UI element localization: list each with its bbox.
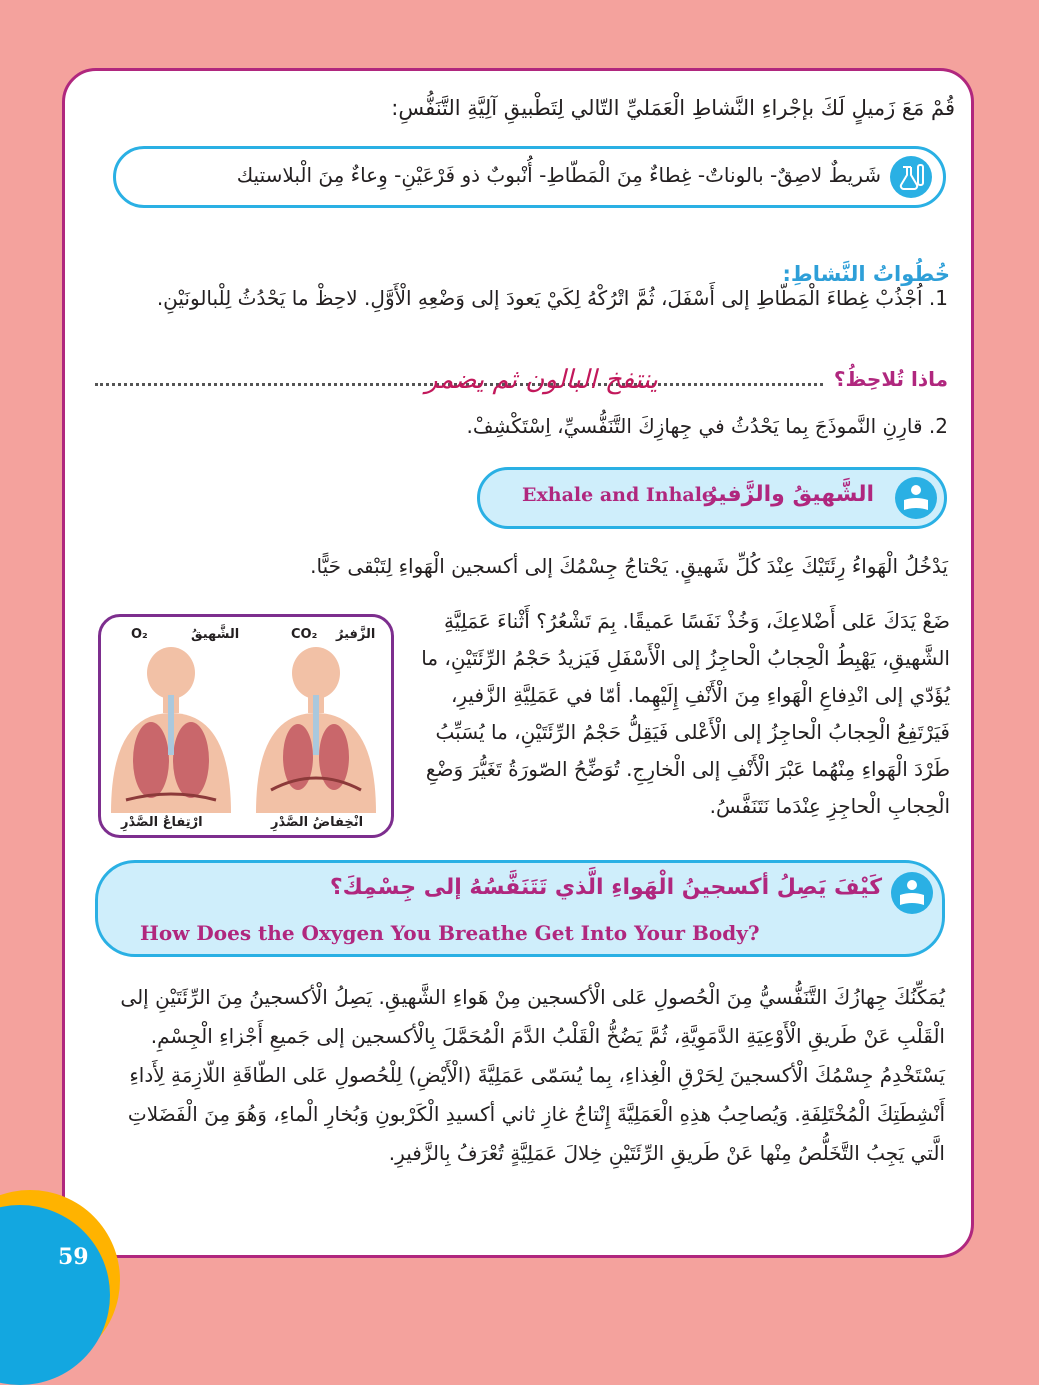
section2-title-ar: كَيْفَ يَصِلُ أكسجينُ الْهَواءِ الَّذي تَتَنَفَّسُهُ إلى جِسْمِكَ؟ <box>329 875 882 900</box>
flask-icon <box>889 155 933 199</box>
reading-child-icon <box>890 871 934 915</box>
chest-fall-label: انْخِفاضُ الصَّدْرِ <box>271 815 364 830</box>
steps-title: خُطُواتُ النَّشاطِ: <box>782 262 950 286</box>
right-torso <box>256 647 376 813</box>
materials-box <box>113 146 946 208</box>
step-1: 1. اُجْذُبْ غِطاءَ الْمَطّاطِ إلى أَسْفَلَ، ثُمَّ اتْرُكْهُ لِكَيْ يَعودَ إلى وَضْعِهِ الْأَوَّلِ. لاحِظْ ما يَحْدُثُ لِلْبالونَيْنِ. <box>156 286 948 310</box>
para1-body: ضَعْ يَدَكَ عَلى أَضْلاعِكَ، وَخُذْ نَفَسًا عَميقًا. بِمَ تَشْعُرُ؟ أَثْناءَ عَمَلِيَّةِ الشَّهيقِ، يَهْبِطُ الْحِجابُ الْحاجِزُ إلى الْأَسْفَلِ فَيَزيدُ حَجْمُ الرِّئَتَيْنِ، ما يُؤَدّي إلى انْدِفاعِ الْهَواءِ مِنَ الْأَنْفِ إِلَيْهِما. أمّا في عَمَلِيَّةِ الزَّفيرِ، فَيَرْتَفِعُ الْحِجابُ الْحاجِزُ إلى الْأَعْلى فَيَقِلُّ حَجْمُ الرِّئَتَيْنِ، ما يُسَبِّبُ طَرْدَ الْهَواءِ مِنْهُما عَبْرَ الْأَنْفِ إلى الْخارِجِ. تُوَضِّحُ الصّورَةُ تَغَيُّرَ وَضْعِ الْحِجابِ الْحاجِزِ عِنْدَما نَتَنَفَّسُ. <box>421 609 950 818</box>
section2-title-en: How Does the Oxygen You Breathe Get Into Your Body? <box>140 921 760 945</box>
handwritten-answer: ينتفخ البالون ثم يضمر <box>425 365 658 395</box>
observation-row <box>95 365 948 405</box>
inhale-label: الشَّهيقُ <box>191 627 240 642</box>
para1-line1: يَدْخُلُ الْهَواءُ رِئَتَيْكَ عِنْدَ كُلِّ شَهيقٍ. يَحْتاجُ جِسْمُكَ إلى أكسجين الْهَواءِ لِتَبْقى حَيًّا. <box>310 554 948 578</box>
page-number: 59 <box>58 1244 89 1270</box>
section-banner-breathing <box>477 467 947 529</box>
observe-label: ماذا تُلاحِظُ؟ <box>833 367 948 391</box>
step-2: 2. قارِنِ النَّموذَجَ بِما يَحْدُثُ في جِهازِكَ التَّنَفُّسيِّ، اِسْتَكْشِفْ. <box>466 414 948 438</box>
left-torso <box>111 647 231 813</box>
co2-label: CO₂ <box>291 627 318 642</box>
activity-intro: قُمْ مَعَ زَميلٍ لَكَ بإجْراءِ النَّشاطِ الْعَمَليِّ التّالي لِتَطْبيقِ آلِيَّةِ التَّنَفُّسِ: <box>391 96 955 120</box>
reading-child-icon <box>894 476 938 520</box>
para2: يُمَكِّنُكَ جِهازُكَ التَّنَفُّسيُّ مِنَ الْحُصولِ عَلى الْأكسجين مِنْ هَواءِ الشَّهيقِ. يَصِلُ الْأكسجينُ مِنَ الرِّئَتَيْنِ إلى الْقَلْبِ عَنْ طَريقِ الْأَوْعِيَةِ الدَّمَوِيَّةِ، ثُمَّ يَضُخُّ الْقَلْبُ الدَّمَ الْمُحَمَّلَ بِالْأكسجين إلى جَميعِ أَجْزاءِ الْجِسْمِ. يَسْتَخْدِمُ جِسْمُكَ الْأكسجينَ لِحَرْقِ الْغِذاءِ، بِما يُسَمّى عَمَلِيَّةَ (الْأَيْضِ) لِلْحُصولِ عَلى الطّاقَةِ اللّازِمَةِ لِأَداءِ أَنْشِطَتِكَ الْمُخْتَلِفَةِ. وَيُصاحِبُ هذِهِ الْعَمَلِيَّةَ إِنْتاجُ غازِ ثاني أكسيدِ الْكَرْبونِ وَبُخارِ الْماءِ، وَهُوَ مِنَ الْفَضَلاتِ الَّتي يَجِبُ التَّخَلُّصُ مِنْها عَنْ طَريقِ الرِّئَتَيْنِ خِلالَ عَمَلِيَّةٍ تُعْرَفُ بِالزَّفيرِ. <box>120 985 945 1165</box>
exhale-label: الزَّفيرُ <box>336 627 376 642</box>
breathing-figure <box>98 614 394 838</box>
torso-illustration <box>101 645 391 813</box>
section1-title-en: Exhale and Inhale <box>521 484 714 506</box>
section1-title-ar: الشَّهيقُ والزَّفيرُ <box>704 482 874 507</box>
o2-label: O₂ <box>131 627 148 642</box>
materials-list: شَريطٌ لاصِقٌ- بالوناتٌ- غِطاءٌ مِنَ الْمَطّاطِ- أُنْبوبٌ ذو فَرْعَيْنِ- وِعاءٌ مِنَ الْبلاستيك <box>236 163 881 187</box>
section-banner-oxygen <box>95 860 945 957</box>
chest-rise-label: ارْتِفاعُ الصَّدْرِ <box>121 815 203 830</box>
